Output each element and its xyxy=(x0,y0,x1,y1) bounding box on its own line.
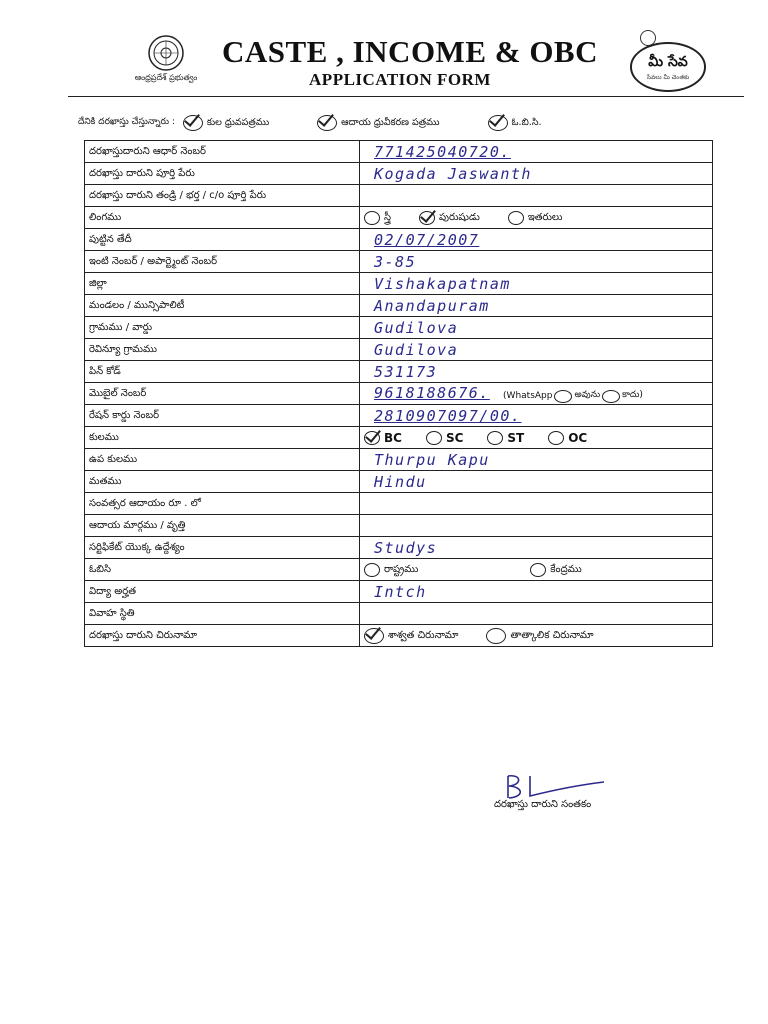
income-certificate-label: ఆదాయ ధ్రువీకరణ పత్రము xyxy=(341,116,440,128)
oc-radio[interactable] xyxy=(548,431,564,445)
house-number-field[interactable] xyxy=(360,251,713,273)
mobile-value: 9618188676. xyxy=(374,384,490,403)
education-field[interactable] xyxy=(360,581,713,603)
purpose-field[interactable] xyxy=(360,537,713,559)
caste-option-oc[interactable] xyxy=(548,431,587,445)
table-row xyxy=(85,317,713,339)
obc-options xyxy=(364,563,708,577)
obc-central-radio[interactable] xyxy=(530,563,546,577)
table-row xyxy=(85,427,713,449)
female-label: స్త్రీ xyxy=(384,211,392,223)
purpose-value: Studys xyxy=(374,538,438,557)
gender-options xyxy=(364,211,708,225)
meeseva-logo-tagline: సేవలు మీ చెంతకు xyxy=(646,74,690,81)
district-value: Vishakapatnam xyxy=(374,274,511,293)
gender-label: లింగము xyxy=(85,207,360,229)
table-row xyxy=(85,339,713,361)
address-option-temporary[interactable] xyxy=(486,628,593,644)
caste-options xyxy=(364,431,708,445)
bc-radio[interactable] xyxy=(364,431,380,445)
house-number-value: 3-85 xyxy=(374,252,417,271)
marital-status-value xyxy=(364,605,374,623)
caste-certificate-checkbox[interactable] xyxy=(183,115,203,131)
form-subtitle: APPLICATION FORM xyxy=(309,70,491,89)
form-title: CASTE , INCOME & OBC xyxy=(221,34,598,69)
marital-status-label: వివాహ స్థితి xyxy=(85,603,360,625)
caste-certificate-label: కుల ధ్రువపత్రము xyxy=(206,116,270,128)
income-source-value xyxy=(364,517,374,535)
pincode-value: 531173 xyxy=(374,362,438,381)
annual-income-value xyxy=(364,495,374,513)
address-options xyxy=(364,628,708,644)
gender-field xyxy=(360,207,713,229)
mandal-value: Anandapuram xyxy=(374,296,490,315)
obc-certificate-label: ఓ.బి.సి. xyxy=(511,116,542,128)
meeseva-logo-text: మీ సేవ xyxy=(648,54,688,70)
apply-for-row xyxy=(78,112,758,134)
dob-value: 02/07/2007 xyxy=(374,230,480,249)
table-row xyxy=(85,493,713,515)
marital-status-field[interactable] xyxy=(360,603,713,625)
income-source-label: ఆదాయ మార్గము / వృత్తి xyxy=(85,515,360,537)
gender-option-female[interactable] xyxy=(364,211,391,225)
signature-label: దరఖాస్తు దారుని సంతకం xyxy=(494,799,592,810)
ration-card-label: రేషన్ కార్డు నెంబర్ xyxy=(85,405,360,427)
table-row xyxy=(85,251,713,273)
revenue-village-label: రెవిన్యూ గ్రామము xyxy=(85,339,360,361)
obc-field xyxy=(360,559,713,581)
table-row xyxy=(85,449,713,471)
other-label: ఇతరులు xyxy=(527,211,563,223)
village-field[interactable] xyxy=(360,317,713,339)
mobile-field[interactable] xyxy=(360,383,713,405)
apply-option-obc[interactable] xyxy=(488,115,542,131)
obc-label: ఓబిసి xyxy=(85,559,360,581)
name-value: Kogada Jaswanth xyxy=(374,164,532,183)
male-radio[interactable] xyxy=(419,211,435,225)
table-row xyxy=(85,229,713,251)
religion-field[interactable] xyxy=(360,471,713,493)
guardian-field[interactable] xyxy=(360,185,713,207)
st-radio[interactable] xyxy=(487,431,503,445)
apply-for-label: దేనికి దరఖాస్తు చేస్తున్నారు : xyxy=(78,117,175,127)
ration-card-field[interactable] xyxy=(360,405,713,427)
caste-option-sc[interactable] xyxy=(426,431,463,445)
mandal-field[interactable] xyxy=(360,295,713,317)
bc-label: BC xyxy=(384,430,402,445)
obc-option-state[interactable] xyxy=(364,563,418,577)
permanent-address-radio[interactable] xyxy=(364,628,384,644)
annual-income-label: సంవత్సర ఆదాయం రూ . లో xyxy=(85,493,360,515)
aadhaar-value: 771425040720. xyxy=(374,142,511,161)
whatsapp-yes-radio[interactable] xyxy=(554,390,572,403)
oc-label: OC xyxy=(568,430,588,445)
revenue-village-field[interactable] xyxy=(360,339,713,361)
table-row xyxy=(85,581,713,603)
header-divider xyxy=(68,96,744,97)
address-label: దరఖాస్తు దారుని చిరునామా xyxy=(85,625,360,647)
name-label: దరఖాస్తు దారుని పూర్తి పేరు xyxy=(85,163,360,185)
address-field xyxy=(360,625,713,647)
district-field[interactable] xyxy=(360,273,713,295)
caste-field xyxy=(360,427,713,449)
name-field[interactable] xyxy=(360,163,713,185)
table-row xyxy=(85,207,713,229)
male-label: పురుషుడు xyxy=(439,211,480,223)
table-row xyxy=(85,163,713,185)
aadhaar-field[interactable] xyxy=(360,141,713,163)
other-radio[interactable] xyxy=(508,211,524,225)
whatsapp-no-radio[interactable] xyxy=(602,390,620,403)
dob-label: పుట్టిన తేదీ xyxy=(85,229,360,251)
district-label: జిల్లా xyxy=(85,273,360,295)
obc-certificate-checkbox[interactable] xyxy=(488,115,508,131)
caste-option-bc[interactable] xyxy=(364,431,402,445)
gender-option-other[interactable] xyxy=(508,211,563,225)
table-row xyxy=(85,603,713,625)
obc-state-label: రాష్ట్రము xyxy=(384,563,419,575)
emblem-seal-icon xyxy=(147,34,185,72)
dob-field[interactable] xyxy=(360,229,713,251)
table-row xyxy=(85,405,713,427)
revenue-village-value: Gudilova xyxy=(374,340,459,359)
whatsapp-options xyxy=(503,390,643,403)
table-row xyxy=(85,361,713,383)
sc-radio[interactable] xyxy=(426,431,442,445)
sub-caste-value: Thurpu Kapu xyxy=(374,450,490,469)
mandal-label: మండలం / మున్సిపాలిటీ xyxy=(85,295,360,317)
table-row xyxy=(85,559,713,581)
sub-caste-label: ఉప కులము xyxy=(85,449,360,471)
guardian-label: దరఖాస్తు దారుని తండ్రి / భర్త / c/o పూర్తి పేరు xyxy=(85,185,360,207)
emblem-caption: ఆంధ్రప్రదేశ్ ప్రభుత్వం xyxy=(134,73,198,82)
whatsapp-label: (WhatsApp xyxy=(503,391,553,402)
village-label: గ్రామము / వార్డు xyxy=(85,317,360,339)
permanent-address-label: శాశ్వత చిరునామా xyxy=(388,629,459,641)
female-radio[interactable] xyxy=(364,211,380,225)
apply-option-caste[interactable] xyxy=(183,115,269,131)
caste-option-st[interactable] xyxy=(487,431,524,445)
purpose-label: సర్టిఫికేట్ యొక్క ఉద్దేశ్యం xyxy=(85,537,360,559)
table-row xyxy=(85,295,713,317)
address-option-permanent[interactable] xyxy=(364,628,458,644)
obc-state-radio[interactable] xyxy=(364,563,380,577)
whatsapp-yes-label: అవును xyxy=(574,390,601,401)
ration-card-value: 2810907097/00. xyxy=(374,406,522,425)
table-row xyxy=(85,471,713,493)
obc-option-central[interactable] xyxy=(530,563,581,577)
obc-central-label: కేంద్రము xyxy=(550,563,582,575)
education-value: Intch xyxy=(374,582,427,601)
st-label: ST xyxy=(507,430,525,445)
village-value: Gudilova xyxy=(374,318,459,337)
sc-label: SC xyxy=(445,430,464,445)
table-row xyxy=(85,185,713,207)
whatsapp-no-label: కాదు) xyxy=(622,390,643,401)
table-row xyxy=(85,141,713,163)
pincode-label: పిన్ కోడ్ xyxy=(85,361,360,383)
education-label: విద్యా అర్హత xyxy=(85,581,360,603)
caste-label: కులము xyxy=(85,427,360,449)
table-row xyxy=(85,515,713,537)
temporary-address-radio[interactable] xyxy=(486,628,506,644)
table-row xyxy=(85,537,713,559)
meeseva-logo xyxy=(630,42,706,92)
temporary-address-label: తాత్కాలిక చిరునామా xyxy=(510,629,594,641)
income-certificate-checkbox[interactable] xyxy=(317,115,337,131)
mobile-label: మొబైల్ నెంబర్ xyxy=(85,383,360,405)
house-number-label: ఇంటి నెంబర్ / అపార్ట్మెంట్ నెంబర్ xyxy=(85,251,360,273)
pincode-field[interactable] xyxy=(360,361,713,383)
annual-income-field[interactable] xyxy=(360,493,713,515)
table-row xyxy=(85,273,713,295)
apply-option-income[interactable] xyxy=(317,115,439,131)
gender-option-male[interactable] xyxy=(419,211,480,225)
table-row xyxy=(85,625,713,647)
religion-label: మతము xyxy=(85,471,360,493)
religion-value: Hindu xyxy=(374,472,427,491)
sub-caste-field[interactable] xyxy=(360,449,713,471)
income-source-field[interactable] xyxy=(360,515,713,537)
table-row xyxy=(85,383,713,405)
aadhaar-label: దరఖాస్తుదారుని ఆధార్ నెంబర్ xyxy=(85,141,360,163)
application-details-table xyxy=(84,140,713,647)
guardian-value xyxy=(364,187,374,205)
